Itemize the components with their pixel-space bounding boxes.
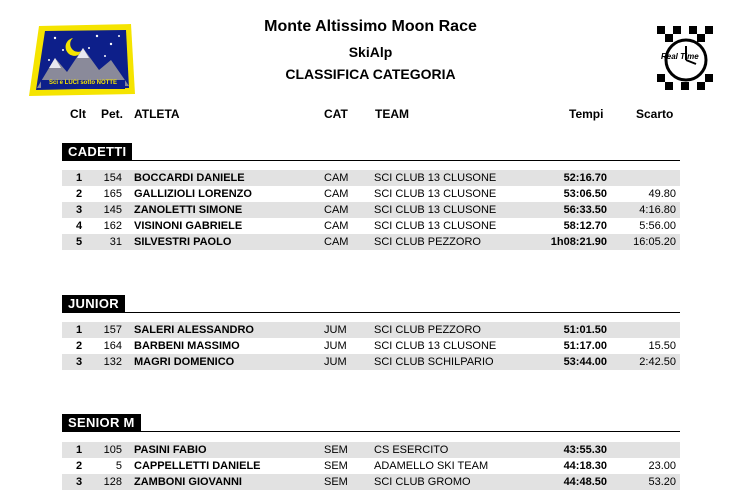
- race-time: 53:06.50: [563, 188, 607, 200]
- race-time: 51:17.00: [563, 340, 607, 352]
- logo-caption: Sci e LUCI sotto NOTTE: [49, 80, 118, 86]
- athlete-name: BARBENI MASSIMO: [134, 340, 240, 352]
- race-time: 44:18.30: [563, 460, 607, 472]
- athlete-team: SCI CLUB 13 CLUSONE: [374, 220, 497, 232]
- col-header-team: TEAM: [375, 107, 409, 121]
- rank: 4: [75, 220, 83, 232]
- discipline-title: SkiAlp: [348, 44, 393, 60]
- athlete-name: GALLIZIOLI LORENZO: [134, 188, 252, 200]
- race-time: 52:16.70: [563, 172, 607, 184]
- athlete-name: BOCCARDI DANIELE: [134, 172, 245, 184]
- col-header-cat: CAT: [324, 107, 348, 121]
- athlete-category: SEM: [324, 476, 348, 488]
- bib-number: 5: [115, 460, 122, 472]
- athlete-name: CAPPELLETTI DANIELE: [134, 460, 261, 472]
- athlete-name: ZAMBONI GIOVANNI: [134, 476, 242, 488]
- table-row: [62, 186, 680, 202]
- athlete-category: CAM: [324, 204, 349, 216]
- athlete-team: SCI CLUB PEZZORO: [374, 324, 481, 336]
- table-row: [62, 234, 680, 250]
- category-divider: [62, 431, 680, 432]
- time-gap: 49.80: [648, 188, 676, 200]
- athlete-category: JUM: [324, 356, 347, 368]
- bib-number: 164: [103, 340, 122, 352]
- category-label-senior-m: SENIOR M: [62, 414, 141, 431]
- time-gap: 4:16.80: [639, 204, 676, 216]
- race-time: 1h08:21.90: [550, 236, 607, 248]
- rank: 3: [75, 204, 83, 216]
- athlete-category: CAM: [324, 188, 349, 200]
- bib-number: 154: [103, 172, 122, 184]
- race-time: 43:55.30: [563, 444, 607, 456]
- category-label-cadetti: CADETTI: [62, 143, 132, 160]
- table-row: [62, 338, 680, 354]
- col-header-pet: Pet.: [101, 107, 124, 121]
- race-time: 56:33.50: [563, 204, 607, 216]
- event-title: Monte Altissimo Moon Race: [264, 18, 477, 35]
- athlete-team: SCI CLUB 13 CLUSONE: [374, 340, 497, 352]
- athlete-name: VISINONI GABRIELE: [134, 220, 243, 232]
- bib-number: 162: [103, 220, 122, 232]
- rank: 5: [75, 236, 83, 248]
- table-row: [62, 218, 680, 234]
- bib-number: 157: [103, 324, 122, 336]
- rank: 1: [75, 444, 83, 456]
- rank: 1: [75, 172, 83, 184]
- ranking-title: CLASSIFICA CATEGORIA: [285, 66, 456, 82]
- rank: 2: [75, 460, 83, 472]
- race-time: 51:01.50: [563, 324, 607, 336]
- athlete-name: PASINI FABIO: [134, 444, 207, 456]
- table-row: [62, 322, 680, 338]
- athlete-name: MAGRI DOMENICO: [134, 356, 235, 368]
- athlete-team: CS ESERCITO: [374, 444, 449, 456]
- athlete-name: SILVESTRI PAOLO: [134, 236, 232, 248]
- athlete-category: CAM: [324, 172, 349, 184]
- athlete-category: CAM: [324, 236, 349, 248]
- athlete-category: SEM: [324, 444, 348, 456]
- bib-number: 105: [103, 444, 122, 456]
- athlete-team: ADAMELLO SKI TEAM: [374, 460, 489, 472]
- category-divider: [62, 312, 680, 313]
- athlete-team: SCI CLUB PEZZORO: [374, 236, 481, 248]
- bib-number: 31: [109, 236, 122, 248]
- bib-number: 128: [103, 476, 122, 488]
- race-time: 58:12.70: [563, 220, 607, 232]
- race-time: 53:44.00: [563, 356, 607, 368]
- table-row: [62, 474, 680, 490]
- time-gap: 2:42.50: [639, 356, 676, 368]
- athlete-name: SALERI ALESSANDRO: [134, 324, 254, 336]
- time-gap: 15.50: [648, 340, 676, 352]
- rank: 1: [75, 324, 83, 336]
- athlete-category: SEM: [324, 460, 348, 472]
- col-header-athlete: ATLETA: [134, 107, 180, 121]
- time-gap: 16:05.20: [633, 236, 676, 248]
- bib-number: 132: [103, 356, 122, 368]
- table-row: [62, 442, 680, 458]
- bib-number: 145: [103, 204, 122, 216]
- rank: 2: [75, 188, 83, 200]
- table-row: [62, 458, 680, 474]
- athlete-category: CAM: [324, 220, 349, 232]
- rank: 2: [75, 340, 83, 352]
- athlete-team: SCI CLUB 13 CLUSONE: [374, 204, 497, 216]
- category-label-junior: JUNIOR: [62, 295, 125, 312]
- col-header-gap: Scarto: [636, 107, 674, 121]
- athlete-team: SCI CLUB GROMO: [374, 476, 471, 488]
- athlete-name: ZANOLETTI SIMONE: [134, 204, 243, 216]
- athlete-category: JUM: [324, 324, 347, 336]
- time-gap: 23.00: [648, 460, 676, 472]
- athlete-category: JUM: [324, 340, 347, 352]
- rank: 3: [75, 356, 83, 368]
- col-header-clt: Clt: [70, 107, 86, 121]
- timing-logo-caption: Real Time: [661, 52, 699, 61]
- race-time: 44:48.50: [563, 476, 607, 488]
- category-divider: [62, 160, 680, 161]
- athlete-team: SCI CLUB 13 CLUSONE: [374, 172, 497, 184]
- athlete-team: SCI CLUB SCHILPARIO: [374, 356, 494, 368]
- time-gap: 5:56.00: [639, 220, 676, 232]
- table-row: [62, 354, 680, 370]
- col-header-time: Tempi: [569, 107, 604, 121]
- time-gap: 53.20: [648, 476, 676, 488]
- athlete-team: SCI CLUB 13 CLUSONE: [374, 188, 497, 200]
- table-row: [62, 202, 680, 218]
- rank: 3: [75, 476, 83, 488]
- table-row: [62, 170, 680, 186]
- bib-number: 165: [103, 188, 122, 200]
